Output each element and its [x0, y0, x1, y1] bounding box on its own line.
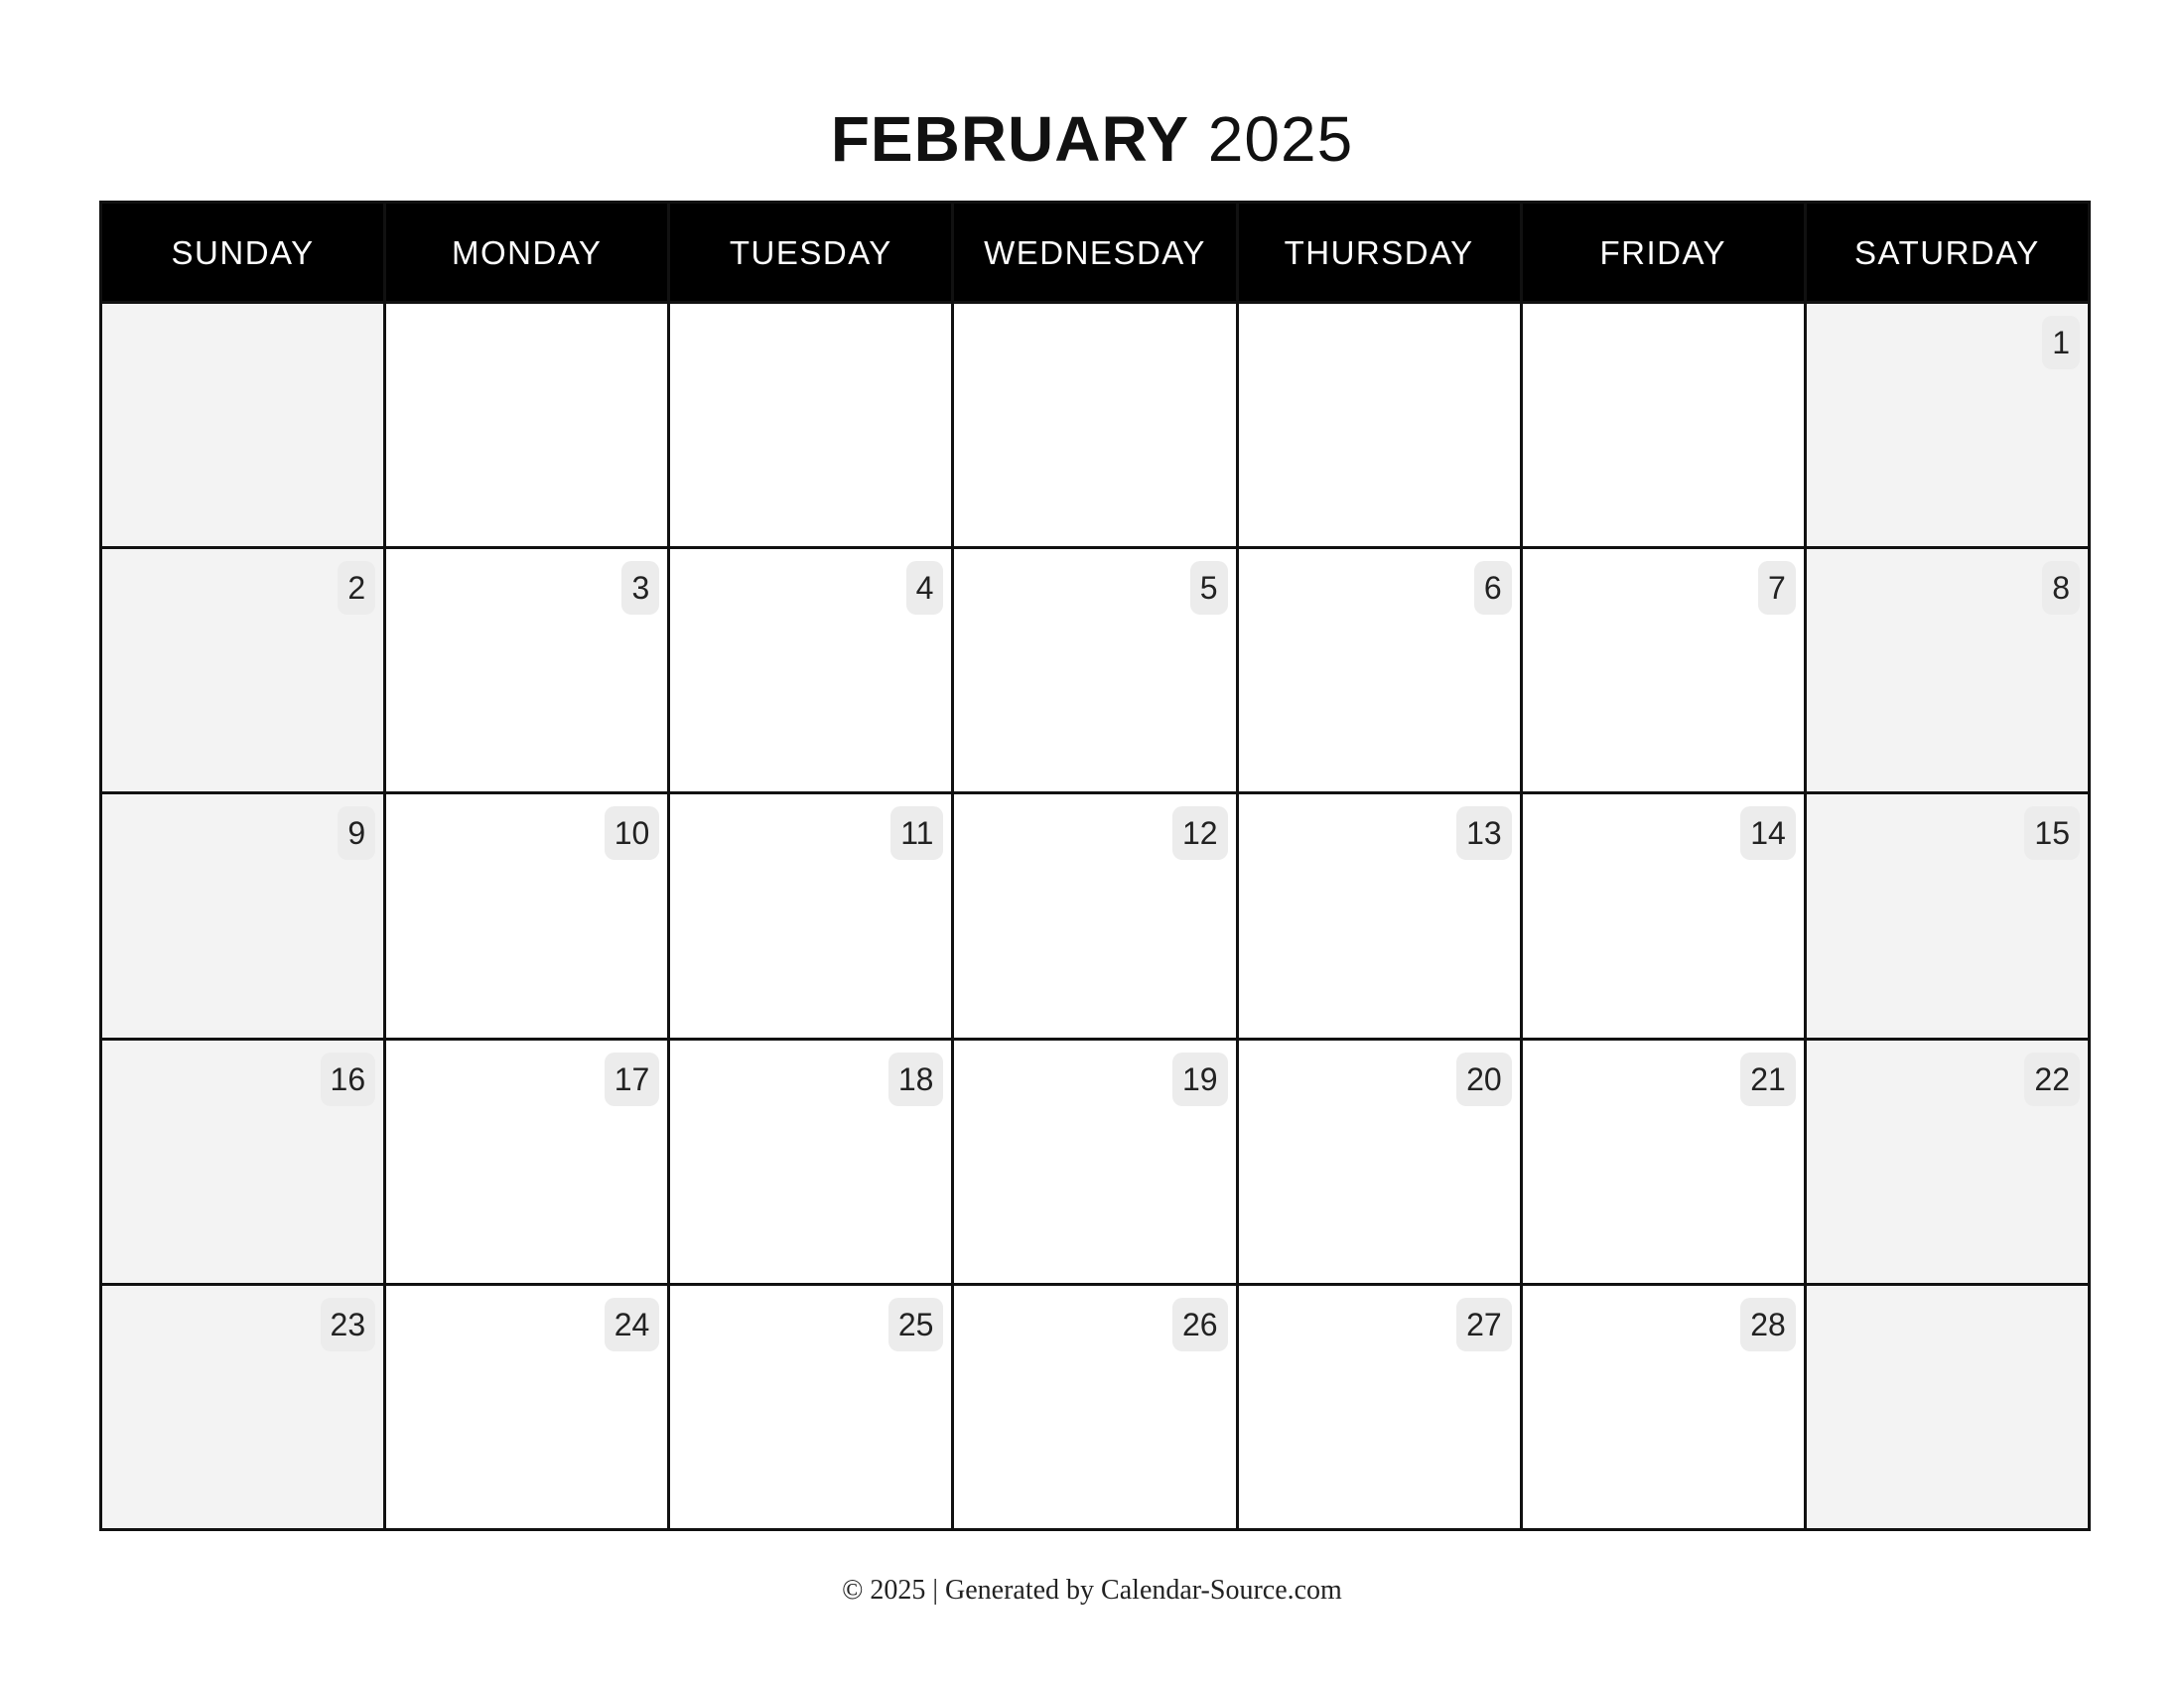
day-cell — [1239, 304, 1520, 546]
day-number: 9 — [338, 806, 375, 860]
day-number: 6 — [1474, 561, 1512, 615]
day-cell — [1523, 549, 1804, 791]
title-month: FEBRUARY — [830, 103, 1190, 175]
day-number: 26 — [1172, 1298, 1228, 1351]
day-number: 1 — [2042, 316, 2080, 369]
day-number: 27 — [1456, 1298, 1512, 1351]
day-number: 24 — [605, 1298, 660, 1351]
day-number: 10 — [605, 806, 660, 860]
day-cell — [954, 794, 1235, 1037]
day-number: 17 — [605, 1053, 660, 1106]
day-cell — [670, 1286, 951, 1528]
day-number: 22 — [2024, 1053, 2080, 1106]
day-number: 8 — [2042, 561, 2080, 615]
day-number: 4 — [906, 561, 944, 615]
day-cell — [954, 1041, 1235, 1283]
title-year: 2025 — [1207, 103, 1354, 175]
day-number: 12 — [1172, 806, 1228, 860]
day-number: 25 — [888, 1298, 944, 1351]
day-number: 15 — [2024, 806, 2080, 860]
day-number: 19 — [1172, 1053, 1228, 1106]
day-cell — [1807, 1286, 2088, 1528]
day-cell — [386, 794, 667, 1037]
day-cell — [1239, 794, 1520, 1037]
day-cell — [102, 549, 383, 791]
day-cell — [386, 1041, 667, 1283]
day-number: 28 — [1740, 1298, 1796, 1351]
weekday-header-saturday: SATURDAY — [1807, 204, 2088, 301]
day-cell — [386, 549, 667, 791]
day-cell — [102, 1041, 383, 1283]
day-cell — [386, 1286, 667, 1528]
day-number: 16 — [321, 1053, 376, 1106]
day-cell — [1807, 1041, 2088, 1283]
day-cell — [954, 549, 1235, 791]
weekday-header-sunday: SUNDAY — [102, 204, 383, 301]
day-number: 18 — [888, 1053, 944, 1106]
day-number: 2 — [338, 561, 375, 615]
day-cell — [102, 1286, 383, 1528]
weekday-header-tuesday: TUESDAY — [670, 204, 951, 301]
day-number: 5 — [1190, 561, 1228, 615]
day-cell — [1523, 304, 1804, 546]
day-cell — [1807, 549, 2088, 791]
day-cell — [1239, 1041, 1520, 1283]
day-number: 20 — [1456, 1053, 1512, 1106]
day-number: 14 — [1740, 806, 1796, 860]
day-number: 7 — [1758, 561, 1796, 615]
weekday-header-friday: FRIDAY — [1523, 204, 1804, 301]
day-cell — [670, 1041, 951, 1283]
calendar-grid — [99, 201, 2091, 1531]
day-number: 11 — [890, 806, 943, 860]
day-cell — [954, 304, 1235, 546]
day-cell — [1523, 1286, 1804, 1528]
day-cell — [670, 794, 951, 1037]
day-cell — [1807, 794, 2088, 1037]
weekday-header-thursday: THURSDAY — [1239, 204, 1520, 301]
day-cell — [1523, 1041, 1804, 1283]
day-cell — [386, 304, 667, 546]
day-number: 13 — [1456, 806, 1512, 860]
day-cell — [1523, 794, 1804, 1037]
day-number: 23 — [321, 1298, 376, 1351]
day-cell — [670, 304, 951, 546]
footer-credit: © 2025 | Generated by Calendar-Source.com — [842, 1575, 1342, 1606]
day-cell — [102, 794, 383, 1037]
calendar-title — [0, 99, 2184, 179]
day-cell — [670, 549, 951, 791]
day-cell — [102, 304, 383, 546]
day-cell — [1807, 304, 2088, 546]
day-cell — [954, 1286, 1235, 1528]
day-cell — [1239, 1286, 1520, 1528]
weekday-header-monday: MONDAY — [386, 204, 667, 301]
weekday-header-wednesday: WEDNESDAY — [954, 204, 1235, 301]
day-number: 21 — [1740, 1053, 1796, 1106]
day-number: 3 — [621, 561, 659, 615]
day-cell — [1239, 549, 1520, 791]
